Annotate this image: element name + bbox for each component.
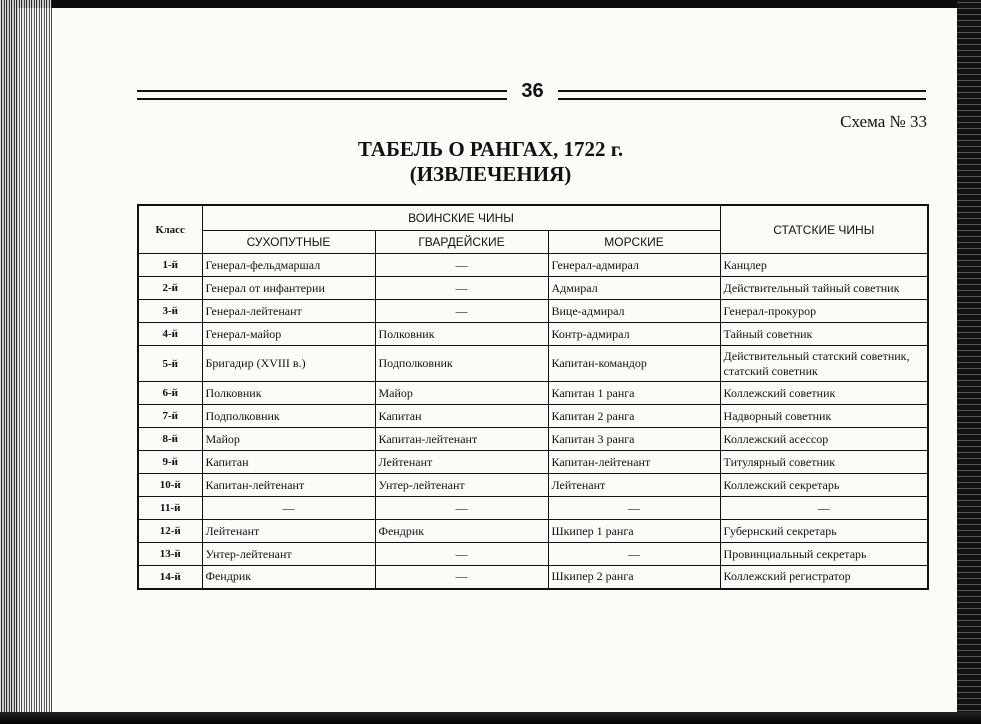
table-row — [138, 520, 928, 543]
table-row — [138, 323, 928, 346]
cell-guard: Майор — [375, 382, 548, 405]
cell-army: Генерал-лейтенант — [202, 300, 375, 323]
cell-civil: — — [720, 497, 928, 520]
cell-guard: — — [375, 543, 548, 566]
cell-guard: — — [375, 254, 548, 277]
cell-guard: — — [375, 566, 548, 589]
cell-class: 5-й — [138, 346, 202, 382]
cell-army: Капитан — [202, 451, 375, 474]
cell-class: 4-й — [138, 323, 202, 346]
cell-navy: Вице-адмирал — [548, 300, 720, 323]
cell-army: Генерал от инфантерии — [202, 277, 375, 300]
cell-army: Бригадир (XVIII в.) — [202, 346, 375, 382]
cell-guard: — — [375, 300, 548, 323]
cell-guard: Лейтенант — [375, 451, 548, 474]
cell-class: 12-й — [138, 520, 202, 543]
cell-navy: — — [548, 497, 720, 520]
cell-navy: Адмирал — [548, 277, 720, 300]
cell-civil: Генерал-прокурор — [720, 300, 928, 323]
cell-army: Лейтенант — [202, 520, 375, 543]
cell-civil: Действительный тайный советник — [720, 277, 928, 300]
cell-civil: Губернский секретарь — [720, 520, 928, 543]
header-navy: МОРСКИЕ — [548, 231, 720, 254]
cell-civil: Действительный статский советник, статский советник — [720, 346, 928, 382]
table-row — [138, 346, 928, 382]
header-rule-right — [558, 90, 926, 100]
cell-class: 1-й — [138, 254, 202, 277]
cell-class: 7-й — [138, 405, 202, 428]
cell-guard: Капитан — [375, 405, 548, 428]
header-rule-left — [137, 90, 507, 100]
cell-class: 9-й — [138, 451, 202, 474]
cell-class: 2-й — [138, 277, 202, 300]
scan-top-edge — [0, 0, 981, 8]
cell-navy: Лейтенант — [548, 474, 720, 497]
table-row — [138, 254, 928, 277]
header-army: СУХОПУТНЫЕ — [202, 231, 375, 254]
table-row — [138, 566, 928, 589]
cell-army: Подполковник — [202, 405, 375, 428]
cell-army: Унтер-лейтенант — [202, 543, 375, 566]
cell-army: Полковник — [202, 382, 375, 405]
cell-class: 11-й — [138, 497, 202, 520]
cell-guard: — — [375, 277, 548, 300]
table-row — [138, 405, 928, 428]
cell-navy: Капитан-лейтенант — [548, 451, 720, 474]
schema-label: Схема № 33 — [840, 112, 927, 131]
cell-navy: Капитан 3 ранга — [548, 428, 720, 451]
cell-civil: Надворный советник — [720, 405, 928, 428]
cell-navy: Капитан 2 ранга — [548, 405, 720, 428]
cell-army: — — [202, 497, 375, 520]
page-number: 36 — [521, 80, 544, 102]
cell-civil: Канцлер — [720, 254, 928, 277]
cell-guard: — — [375, 497, 548, 520]
cell-class: 6-й — [138, 382, 202, 405]
cell-army: Генерал-майор — [202, 323, 375, 346]
cell-navy: Шкипер 1 ранга — [548, 520, 720, 543]
table-row — [138, 474, 928, 497]
cell-navy: Капитан 1 ранга — [548, 382, 720, 405]
table-row — [138, 382, 928, 405]
table-body — [138, 254, 928, 589]
cell-civil: Коллежский асессор — [720, 428, 928, 451]
table-row — [138, 300, 928, 323]
cell-class: 3-й — [138, 300, 202, 323]
cell-guard: Фендрик — [375, 520, 548, 543]
ranks-table — [137, 204, 929, 590]
cell-civil: Коллежский секретарь — [720, 474, 928, 497]
header-class: Класс — [138, 205, 202, 254]
cell-civil: Провинциальный секретарь — [720, 543, 928, 566]
cell-class: 14-й — [138, 566, 202, 589]
table-row — [138, 543, 928, 566]
cell-army: Фендрик — [202, 566, 375, 589]
scan-right-edge — [957, 0, 981, 724]
header-guard: ГВАРДЕЙСКИЕ — [375, 231, 548, 254]
cell-guard: Унтер-лейтенант — [375, 474, 548, 497]
cell-guard: Капитан-лейтенант — [375, 428, 548, 451]
page-title — [0, 137, 981, 187]
table-row — [138, 451, 928, 474]
cell-army: Капитан-лейтенант — [202, 474, 375, 497]
table-row — [138, 428, 928, 451]
cell-civil: Титулярный советник — [720, 451, 928, 474]
cell-navy: Генерал-адмирал — [548, 254, 720, 277]
scan-bottom-edge — [0, 712, 981, 724]
table-row — [138, 277, 928, 300]
cell-army: Майор — [202, 428, 375, 451]
cell-navy: Капитан-командор — [548, 346, 720, 382]
cell-guard: Подполковник — [375, 346, 548, 382]
cell-navy: Контр-адмирал — [548, 323, 720, 346]
cell-civil: Коллежский советник — [720, 382, 928, 405]
title-line-2: (ИЗВЛЕЧЕНИЯ) — [409, 162, 572, 186]
cell-navy: Шкипер 2 ранга — [548, 566, 720, 589]
cell-navy: — — [548, 543, 720, 566]
header-military: ВОИНСКИЕ ЧИНЫ — [202, 205, 720, 231]
cell-civil: Коллежский регистратор — [720, 566, 928, 589]
scan-left-edge — [0, 0, 52, 724]
cell-guard: Полковник — [375, 323, 548, 346]
cell-class: 10-й — [138, 474, 202, 497]
header-civil: СТАТСКИЕ ЧИНЫ — [720, 205, 928, 254]
table-row — [138, 497, 928, 520]
title-line-1: ТАБЕЛЬ О РАНГАХ, 1722 г. — [357, 137, 624, 161]
cell-army: Генерал-фельдмаршал — [202, 254, 375, 277]
cell-civil: Тайный советник — [720, 323, 928, 346]
cell-class: 13-й — [138, 543, 202, 566]
cell-class: 8-й — [138, 428, 202, 451]
